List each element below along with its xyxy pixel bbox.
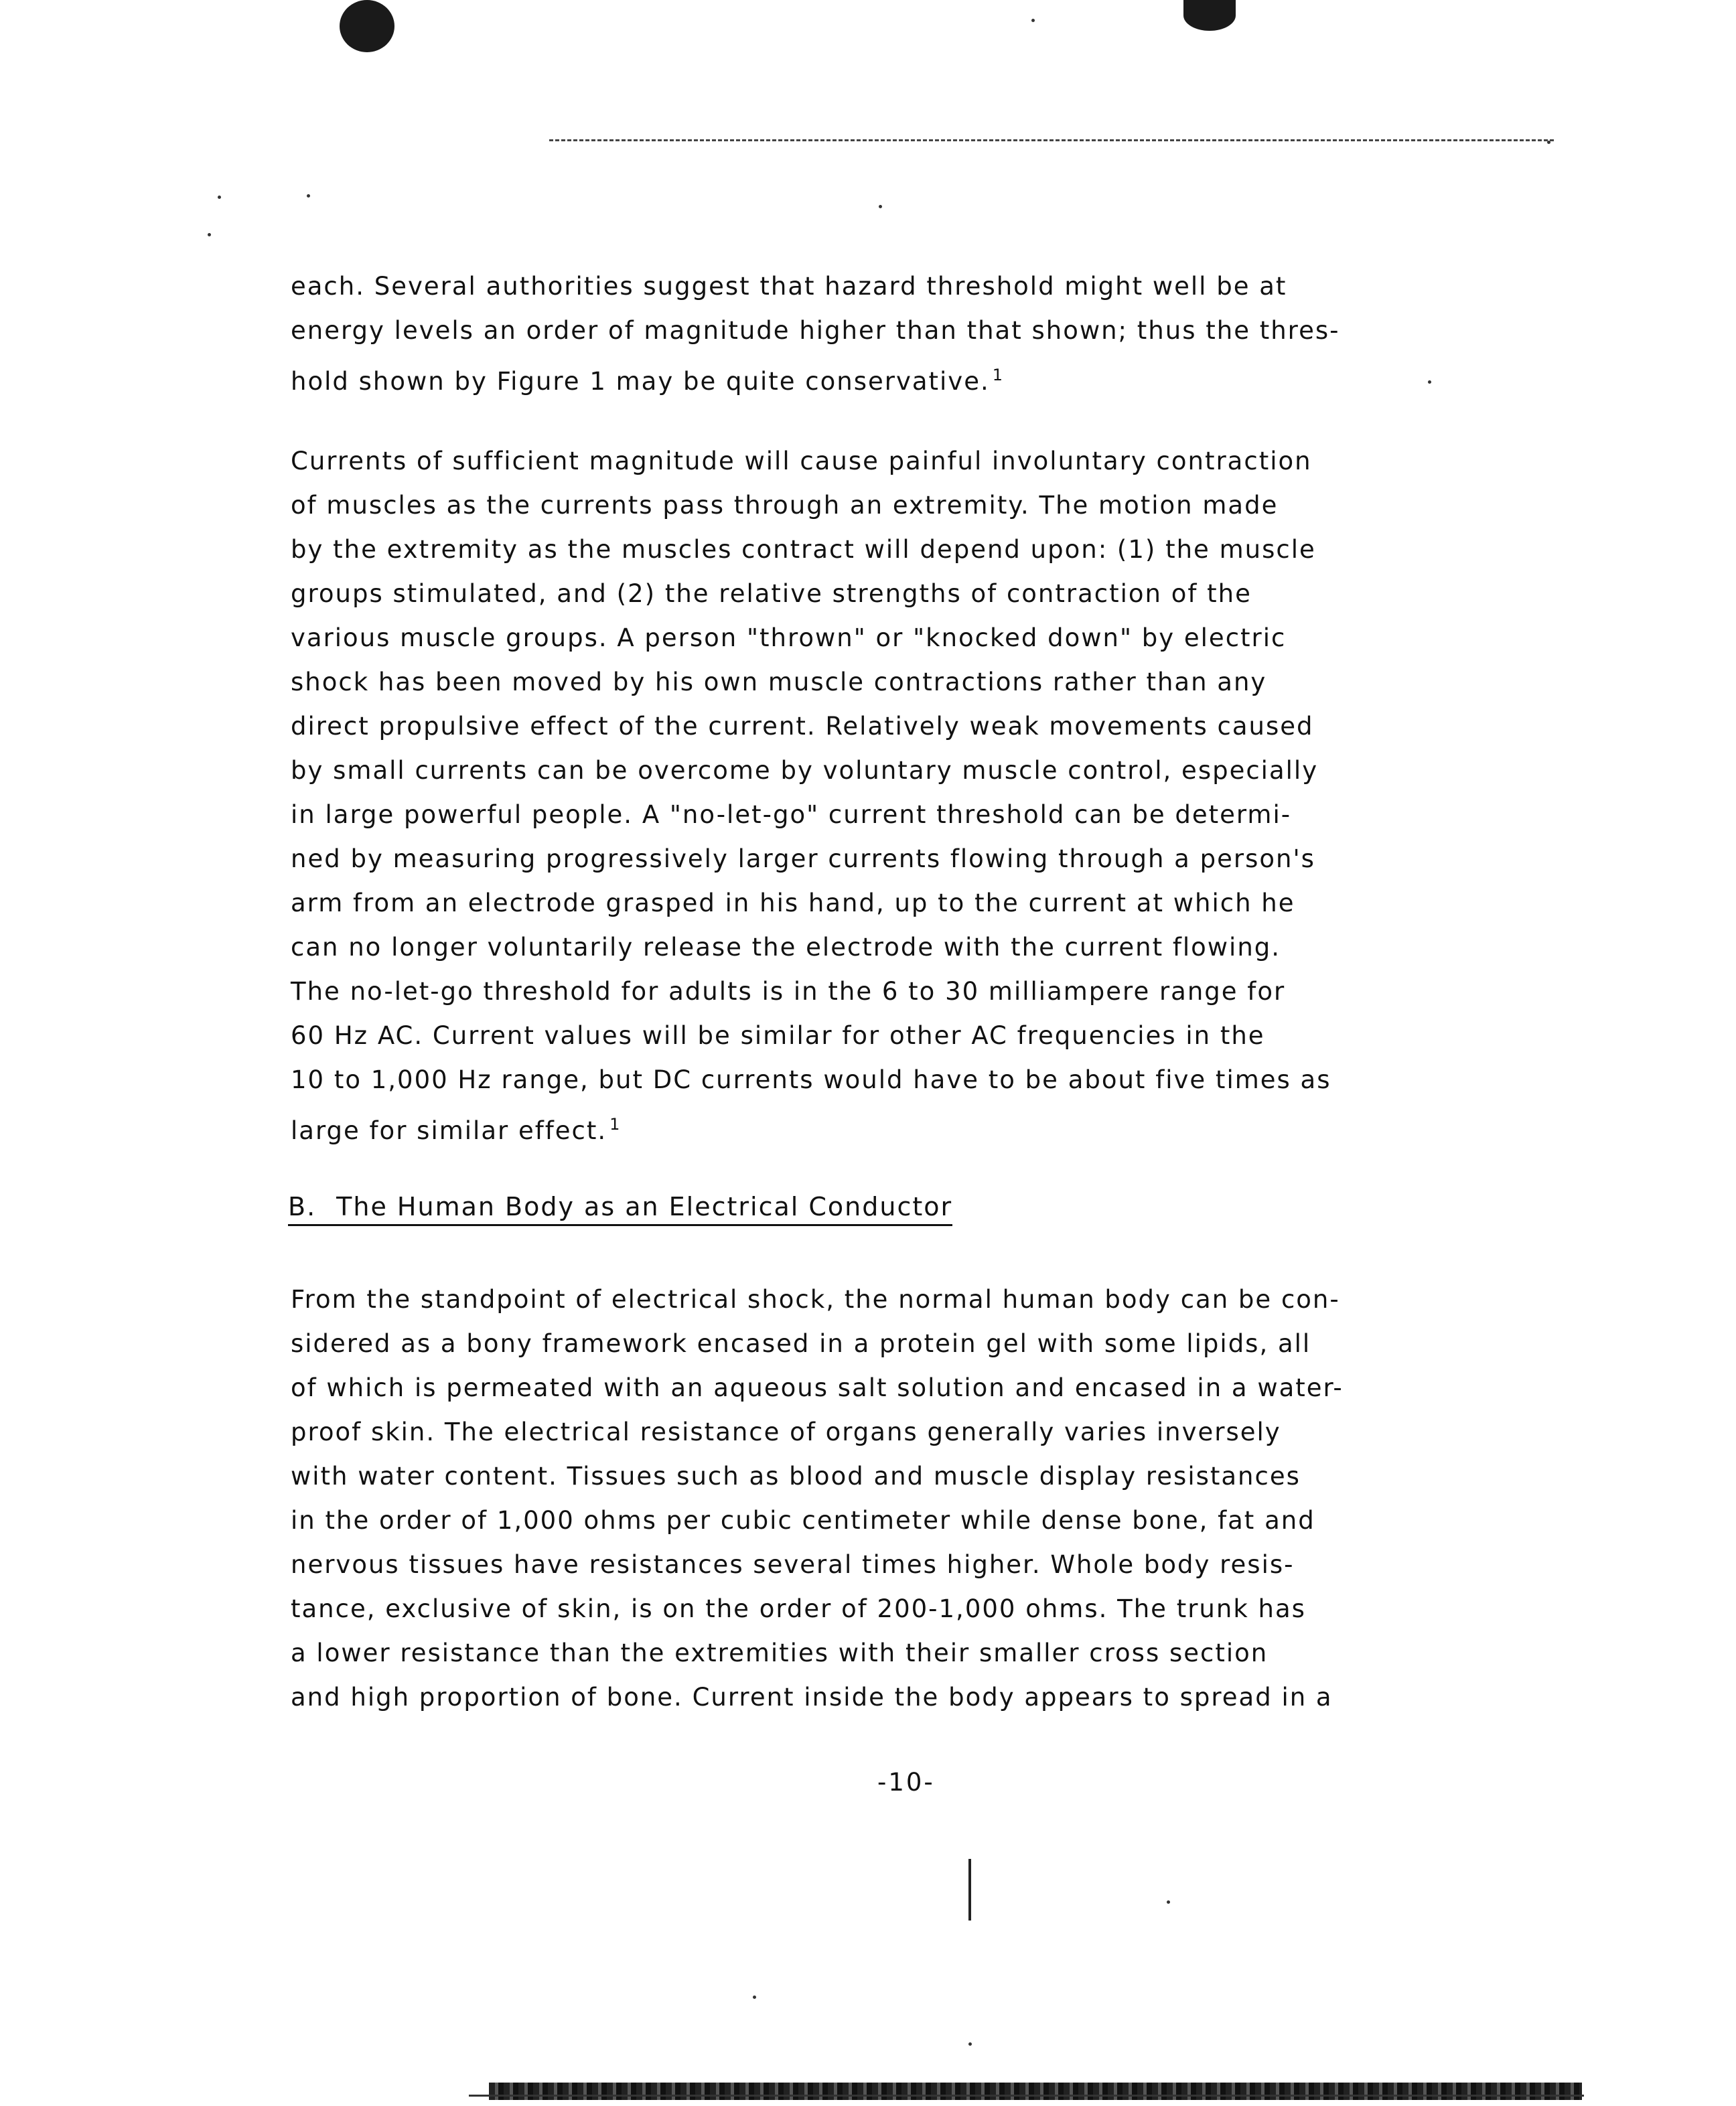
scan-speck bbox=[753, 1996, 756, 1999]
scan-speck bbox=[307, 194, 310, 198]
scan-speck bbox=[1547, 141, 1550, 144]
text-line: of muscles as the currents pass through an extremity. The motion made bbox=[291, 491, 1279, 520]
text-line: groups stimulated, and (2) the relative strengths of contraction of the bbox=[291, 579, 1252, 608]
text-line: 10 to 1,000 Hz range, but DC currents would have to be about five times as bbox=[291, 1065, 1331, 1094]
section-number: B. bbox=[288, 1192, 317, 1221]
section-heading bbox=[288, 1192, 952, 1226]
scan-speck bbox=[968, 2042, 972, 2046]
punch-hole-left bbox=[340, 0, 394, 52]
text-line: tance, exclusive of skin, is on the order of 200-1,000 ohms. The trunk has bbox=[291, 1594, 1306, 1623]
page-number: -10- bbox=[877, 1768, 935, 1797]
text-line: sidered as a bony framework encased in a protein gel with some lipids, all bbox=[291, 1329, 1311, 1358]
text-line: each. Several authorities suggest that hazard threshold might well be at bbox=[291, 272, 1287, 301]
text-line bbox=[291, 1102, 1490, 1153]
scan-mark bbox=[968, 1859, 971, 1921]
text-line: ned by measuring progressively larger currents flowing through a person's bbox=[291, 844, 1315, 873]
text-line: direct propulsive effect of the current. Relatively weak movements caused bbox=[291, 712, 1314, 741]
text-line: various muscle groups. A person "thrown" or "knocked down" by electric bbox=[291, 623, 1287, 652]
text-line: shock has been moved by his own muscle contractions rather than any bbox=[291, 668, 1267, 696]
text-line-content: hold shown by Figure 1 may be quite conservative. bbox=[291, 367, 990, 396]
text-line: in the order of 1,000 ohms per cubic centimeter while dense bone, fat and bbox=[291, 1506, 1315, 1535]
text-line-content: large for similar effect. bbox=[291, 1116, 607, 1145]
text-line: by small currents can be overcome by voluntary muscle control, especially bbox=[291, 756, 1319, 785]
text-line: of which is permeated with an aqueous salt solution and encased in a water- bbox=[291, 1373, 1344, 1402]
text-line: can no longer voluntarily release the electrode with the current flowing. bbox=[291, 933, 1281, 962]
punch-hole-right bbox=[1183, 0, 1236, 31]
text-line: and high proportion of bone. Current inside the body appears to spread in a bbox=[291, 1683, 1333, 1712]
section-title: The Human Body as an Electrical Conductor bbox=[336, 1192, 953, 1221]
footnote-reference: 1 bbox=[992, 366, 1005, 384]
scan-speck bbox=[1167, 1900, 1170, 1904]
scan-bottom-edge bbox=[489, 2083, 1582, 2100]
paragraph-body-conductor bbox=[291, 1278, 1490, 1720]
paragraph-muscle-contraction bbox=[291, 439, 1490, 1153]
footnote-reference: 1 bbox=[609, 1115, 622, 1134]
scan-speck bbox=[1031, 19, 1035, 22]
text-line: arm from an electrode grasped in his hand, up to the current at which he bbox=[291, 889, 1295, 917]
text-line: a lower resistance than the extremities with their smaller cross section bbox=[291, 1639, 1269, 1667]
text-line bbox=[291, 353, 1490, 404]
text-line: by the extremity as the muscles contract will depend upon: (1) the muscle bbox=[291, 535, 1316, 564]
text-line: with water content. Tissues such as blood and muscle display resistances bbox=[291, 1462, 1301, 1491]
scan-speck bbox=[879, 205, 882, 208]
scan-speck bbox=[208, 233, 211, 236]
text-line: proof skin. The electrical resistance of organs generally varies inversely bbox=[291, 1418, 1281, 1446]
text-line: Currents of sufficient magnitude will cause painful involuntary contraction bbox=[291, 447, 1312, 475]
text-line: nervous tissues have resistances several times higher. Whole body resis- bbox=[291, 1550, 1295, 1579]
scan-speck bbox=[218, 196, 221, 199]
text-line: in large powerful people. A "no-let-go" current threshold can be determi- bbox=[291, 800, 1292, 829]
text-line: energy levels an order of magnitude higher than that shown; thus the thres- bbox=[291, 316, 1340, 345]
text-line: The no-let-go threshold for adults is in the 6 to 30 milliampere range for bbox=[291, 977, 1286, 1006]
paragraph-hazard-threshold bbox=[291, 265, 1490, 404]
scan-dashed-rule bbox=[549, 139, 1554, 141]
text-line: From the standpoint of electrical shock, the normal human body can be con- bbox=[291, 1285, 1340, 1314]
scan-bottom-rule bbox=[469, 2095, 1584, 2097]
text-line: 60 Hz AC. Current values will be similar for other AC frequencies in the bbox=[291, 1021, 1265, 1050]
